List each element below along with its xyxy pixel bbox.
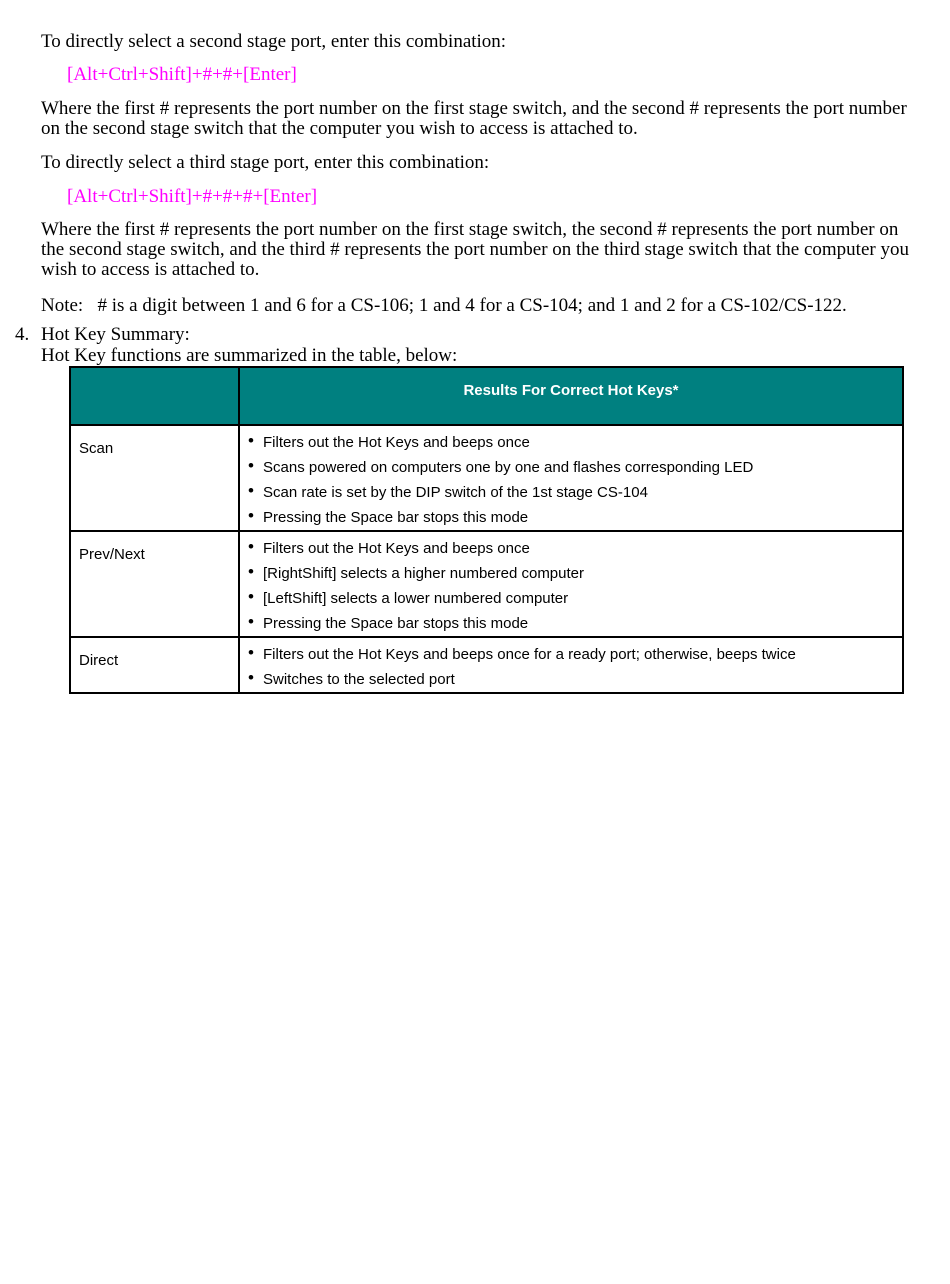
list-item: • Filters out the Hot Keys and beeps once (248, 536, 902, 561)
table-row-prev-next (70, 531, 903, 637)
list-item: • Filters out the Hot Keys and beeps once for a ready port; otherwise, beeps twice (248, 642, 902, 667)
list-item: • Scans powered on computers one by one and flashes corresponding LED (248, 455, 902, 480)
paragraph-third-stage-explanation: Where the first # represents the port number on the first stage switch, the second # represents the port number on the second stage switch, and the third # represents the port number on the third stage switch that the computer you wish to access is attached to. (41, 219, 909, 280)
table-row-scan (70, 425, 903, 531)
list-item: • Pressing the Space bar stops this mode (248, 611, 902, 636)
note-text: # is a digit between 1 and 6 for a CS-106; 1 and 4 for a CS-104; and 1 and 2 for a CS-102/CS-122. (97, 295, 847, 316)
table-cell-key: Direct (70, 637, 239, 693)
paragraph-third-stage-intro: To directly select a third stage port, enter this combination: (41, 152, 490, 173)
list-item-number: 4. (15, 324, 30, 345)
table-header-results-label: Results For Correct Hot Keys* (463, 382, 679, 399)
table-cell-results (239, 637, 903, 693)
table-cell-results (239, 425, 903, 531)
list-item: • [LeftShift] selects a lower numbered computer (248, 586, 902, 611)
table-cell-results (239, 531, 903, 637)
table-header-empty (70, 367, 239, 425)
list-item: • Filters out the Hot Keys and beeps once (248, 430, 902, 455)
list-item: • Switches to the selected port (248, 667, 902, 692)
hotkey-combination-second-stage: [Alt+Ctrl+Shift]+#+#+[Enter] (67, 64, 297, 85)
section-title-hot-key-summary: Hot Key Summary: (41, 324, 190, 345)
table-header-results (239, 367, 903, 425)
hot-key-summary-table (69, 366, 904, 694)
note-label: Note: (41, 295, 84, 316)
paragraph-second-stage-explanation: Where the first # represents the port number on the first stage switch, and the second # represents the port number on the second stage switch that the computer you wish to access is attached to. (41, 98, 907, 139)
note-paragraph (41, 296, 926, 316)
list-item: • [RightShift] selects a higher numbered computer (248, 561, 902, 586)
list-item: • Pressing the Space bar stops this mode (248, 505, 902, 530)
table-cell-key: Scan (70, 425, 239, 531)
hotkey-combination-third-stage: [Alt+Ctrl+Shift]+#+#+#+[Enter] (67, 186, 318, 207)
table-row-direct (70, 637, 903, 693)
paragraph-second-stage-intro: To directly select a second stage port, enter this combination: (41, 31, 507, 52)
table-header-row (70, 367, 903, 425)
list-item: • Scan rate is set by the DIP switch of the 1st stage CS-104 (248, 480, 902, 505)
section-description: Hot Key functions are summarized in the table, below: (41, 345, 458, 366)
table-cell-key: Prev/Next (70, 531, 239, 637)
